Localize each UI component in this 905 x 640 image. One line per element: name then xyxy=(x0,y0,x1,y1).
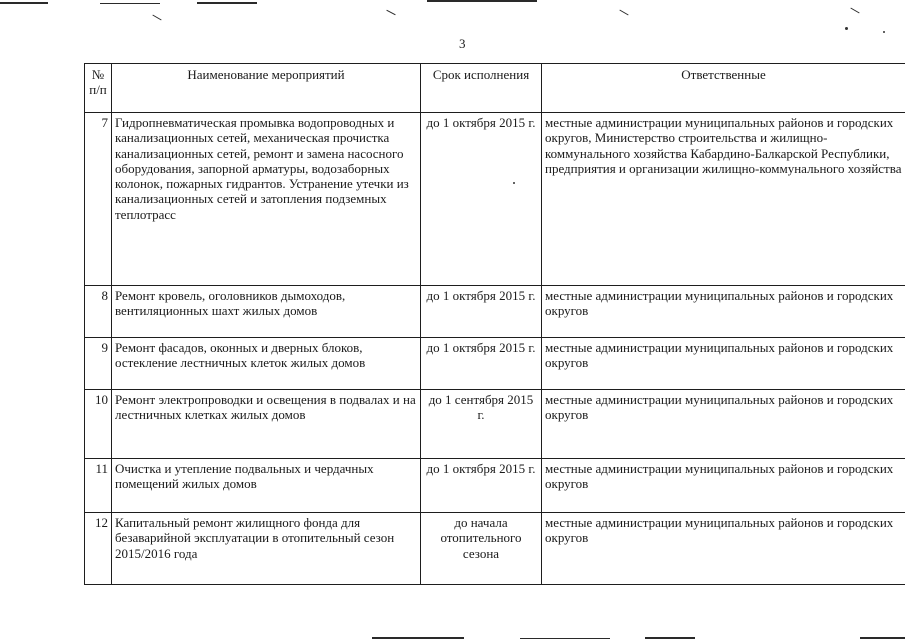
row-responsible: местные администрации муниципальных районов и городских округов xyxy=(542,338,905,390)
row-responsible: местные администрации муниципальных районов и городских округов xyxy=(542,286,905,338)
row-term: до 1 октября 2015 г. xyxy=(421,113,542,286)
row-number: 10 xyxy=(85,390,112,459)
row-responsible: местные администрации муниципальных районов и городских округов xyxy=(542,459,905,513)
header-responsible: Ответственные xyxy=(542,64,905,113)
table-header-row xyxy=(85,64,905,113)
scan-artifact-bottom-2 xyxy=(520,638,610,639)
scan-artifact-mark-2 xyxy=(152,15,161,21)
scan-artifact-top-2 xyxy=(100,3,160,4)
row-measure: Капитальный ремонт жилищного фонда для безаварийной эксплуатации в отопительный сезон 2015/2016 года xyxy=(112,513,421,585)
measures-table xyxy=(84,63,905,585)
scan-artifact-mark-1 xyxy=(386,10,395,16)
row-number: 7 xyxy=(85,113,112,286)
scan-artifact-mark-4 xyxy=(850,8,859,14)
row-responsible: местные администрации муниципальных районов и городских округов, Министерство строительства и жилищно-коммунального хозяйства Кабардино-Балкарской Республики, предприятия и организации жилищно-коммунального хозяйства xyxy=(542,113,905,286)
table-row xyxy=(85,113,905,286)
scan-artifact-dot xyxy=(845,27,848,30)
header-number: № п/п xyxy=(85,64,112,113)
row-term: до 1 октября 2015 г. xyxy=(421,286,542,338)
row-measure: Очистка и утепление подвальных и чердачных помещений жилых домов xyxy=(112,459,421,513)
header-name: Наименование мероприятий xyxy=(112,64,421,113)
table-row xyxy=(85,286,905,338)
scan-artifact-top-1 xyxy=(0,2,48,4)
scan-artifact-top-4 xyxy=(427,0,537,2)
scan-artifact-bottom-3 xyxy=(645,637,695,639)
row-number: 8 xyxy=(85,286,112,338)
table-row xyxy=(85,513,905,585)
row-responsible: местные администрации муниципальных районов и городских округов xyxy=(542,513,905,585)
row-term: до 1 сентября 2015 г. xyxy=(421,390,542,459)
table-row xyxy=(85,338,905,390)
scan-artifact-bottom-1 xyxy=(372,637,464,639)
table-row xyxy=(85,459,905,513)
row-term: до 1 октября 2015 г. xyxy=(421,338,542,390)
page-number: 3 xyxy=(459,36,466,51)
row-measure: Ремонт кровель, оголовников дымоходов, вентиляционных шахт жилых домов xyxy=(112,286,421,338)
scan-artifact-bottom-4 xyxy=(860,637,905,639)
scan-artifact-mark-3 xyxy=(619,10,628,16)
row-term: до 1 октября 2015 г. xyxy=(421,459,542,513)
scan-artifact-top-3 xyxy=(197,2,257,4)
row-term: до начала отопительного сезона xyxy=(421,513,542,585)
scan-artifact-dot xyxy=(883,31,885,33)
row-number: 11 xyxy=(85,459,112,513)
row-measure: Ремонт фасадов, оконных и дверных блоков, остекление лестничных клеток жилых домов xyxy=(112,338,421,390)
row-responsible: местные администрации муниципальных районов и городских округов xyxy=(542,390,905,459)
row-number: 9 xyxy=(85,338,112,390)
row-measure: Ремонт электропроводки и освещения в подвалах и на лестничных клетках жилых домов xyxy=(112,390,421,459)
row-measure: Гидропневматическая промывка водопроводных и канализационных сетей, механическая прочистка канализационных сетей, ремонт и замена насосного оборудования, запорной арматуры, водозаборных колонок, пожарных гидрантов. Устранение утечки из канализационных сетей и затопления подземных теплотрасс xyxy=(112,113,421,286)
table-row xyxy=(85,390,905,459)
row-number: 12 xyxy=(85,513,112,585)
header-term: Срок исполнения xyxy=(421,64,542,113)
